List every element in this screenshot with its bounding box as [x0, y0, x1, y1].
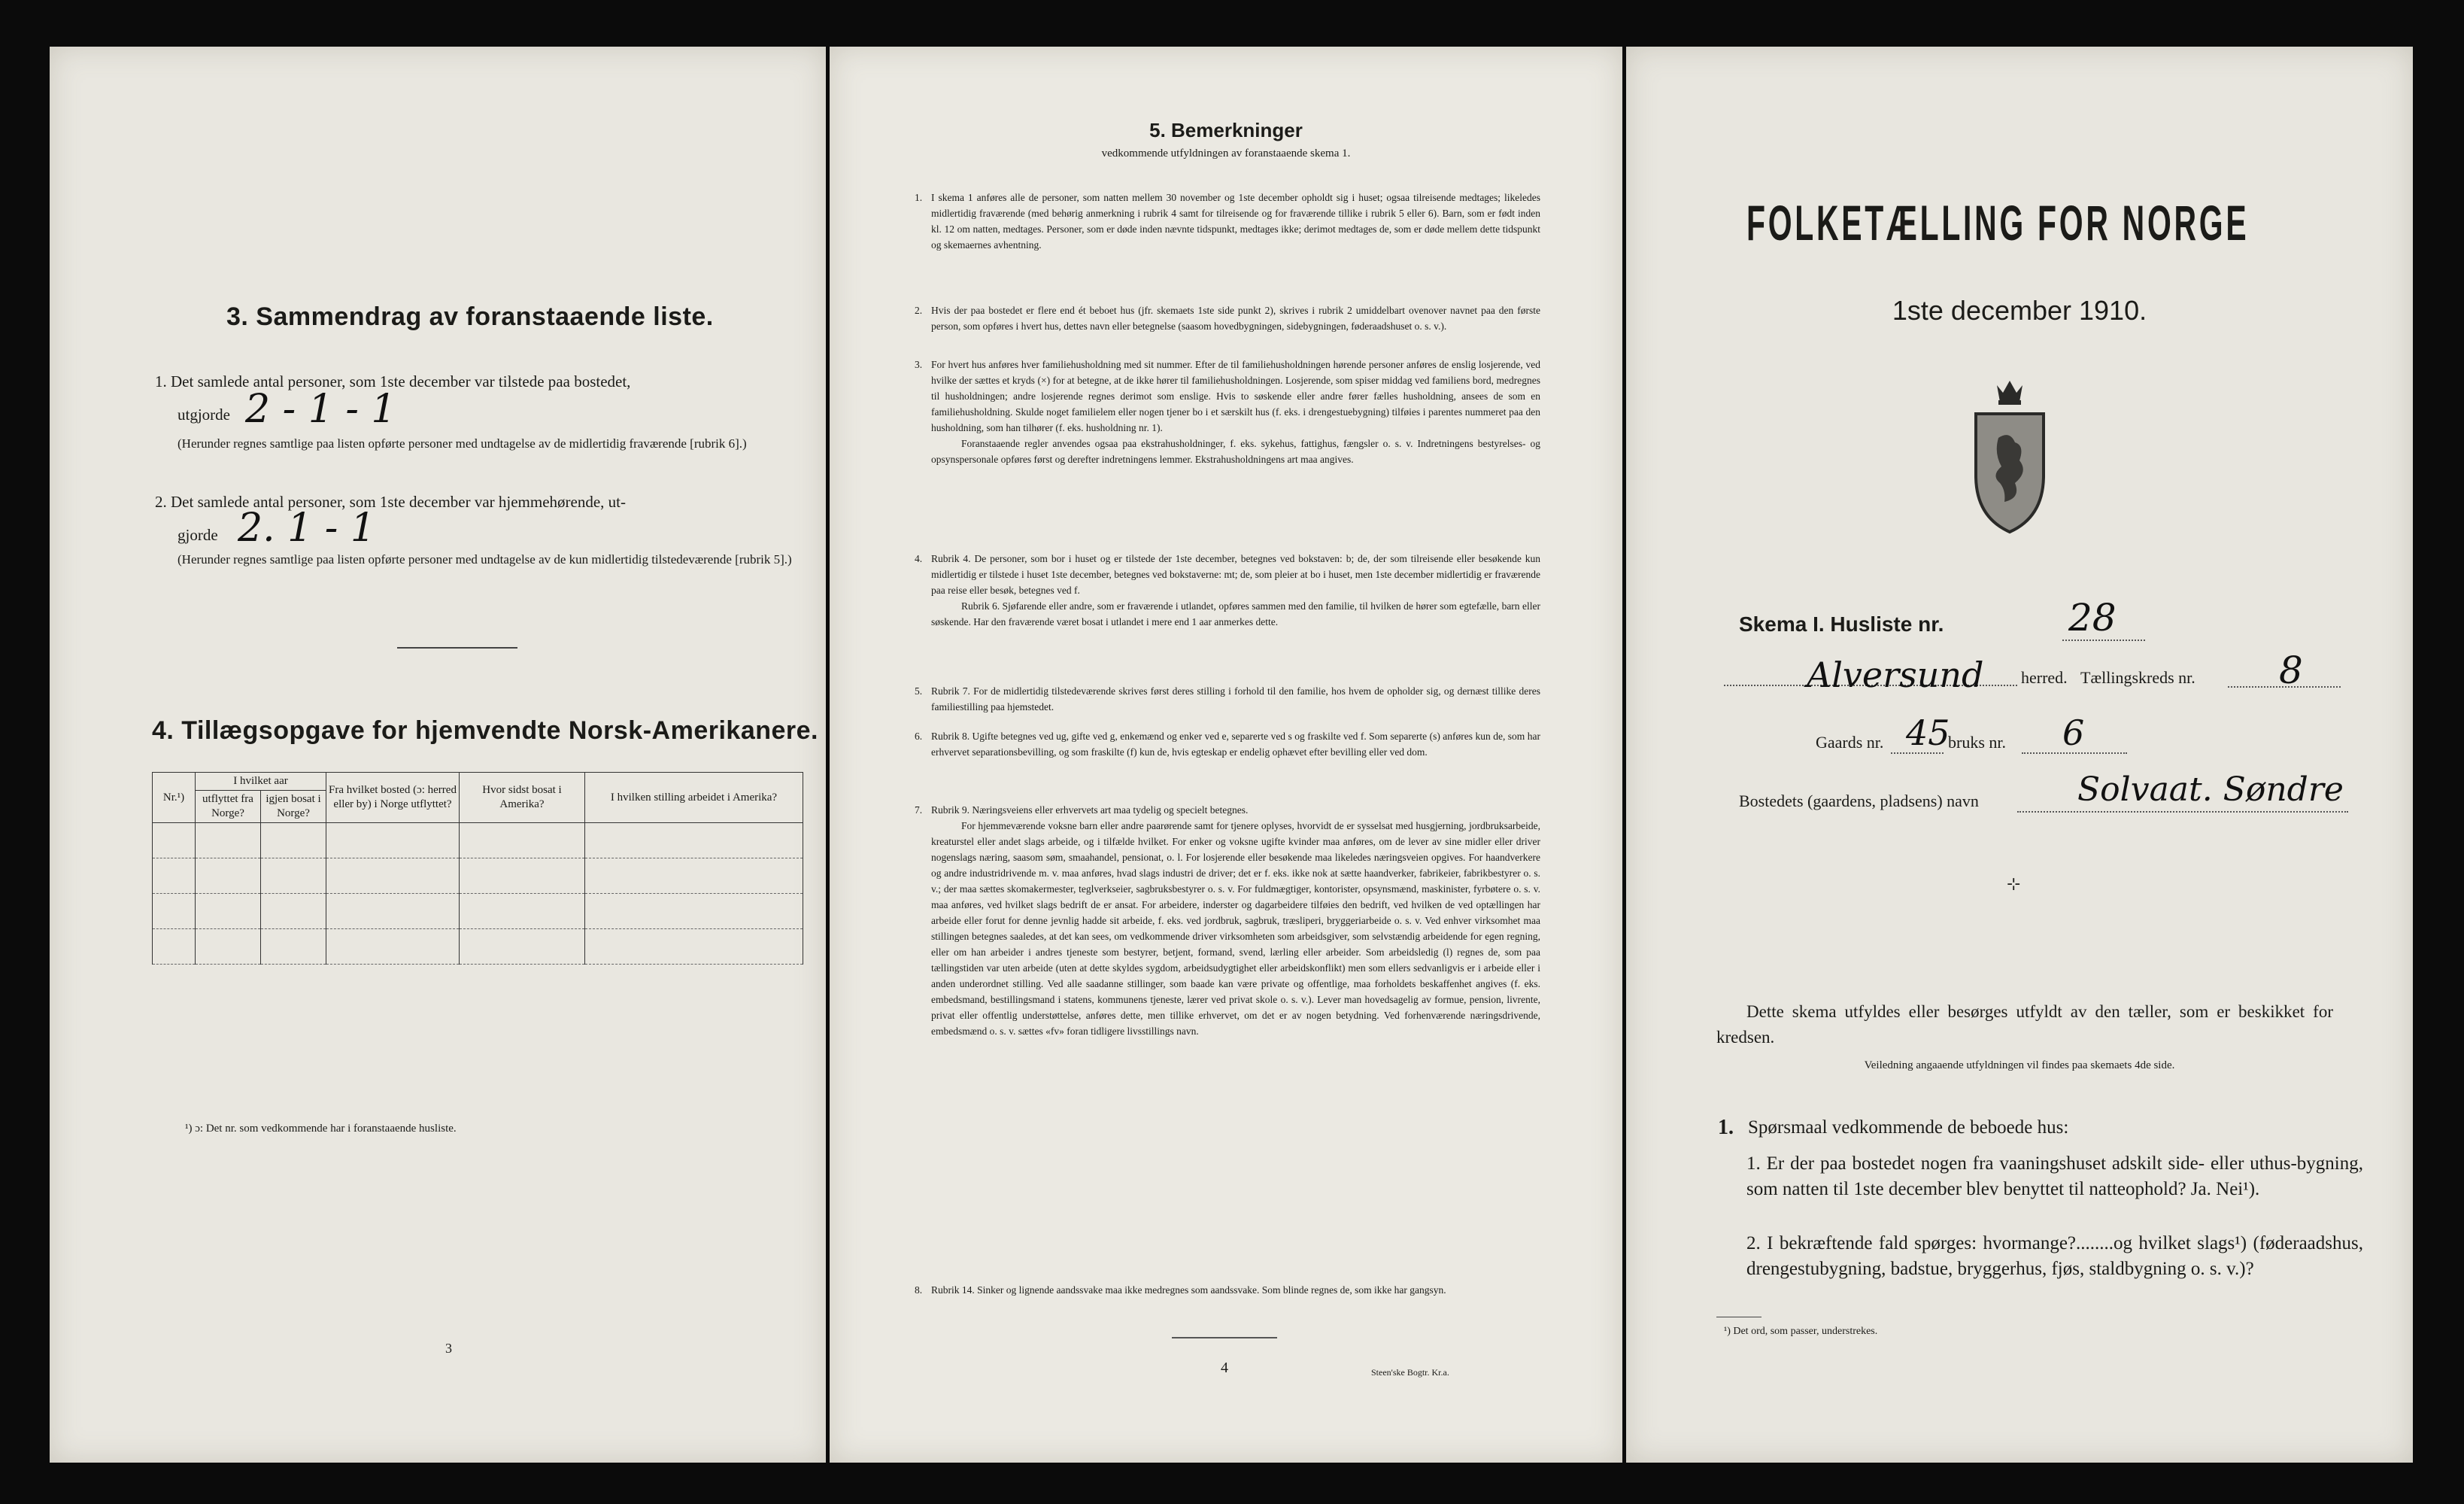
page-right: [1626, 47, 2413, 1463]
husliste-line: [2062, 640, 2145, 641]
remark-4: 4. Rubrik 4. De personer, som bor i huset og er tilstede der 1ste december, betegnes ved bokstaven: b; de, der som tilreisende eller besøkende kun midlertidig er tilstede i huset 1ste december, betegnes ved bokstaverne: mt; de, som pleier at bo i huset, men 1ste december midlertidig er fraværende paa reise eller besøk, betegnes ved f. Rubrik 6. Sjøfarende eller andre, som er fraværende i utlandet, opføres sammen med den familie, til hvilken de hører som egtefælle, barn eller søskende. Har den fraværende været bosat i utlandet i mere end 1 aar anmerkes dette.: [915, 553, 1540, 627]
item2-note: (Herunder regnes samtlige paa listen opførte personer med undtagelse av de kun midlertidig tilstedeværende [rubrik 5].): [178, 552, 792, 567]
remark-2: 2. Hvis der paa bostedet er flere end ét beboet hus (jfr. skemaets 1ste side punkt 2), skrives i rubrik 2 umiddelbart ovenover navnet paa den første person, som opføres i hvert hus, dettes navn eller betegnelse (saasom hovedbygningen, sidebygningen, føderaadshuset o. s. v.).: [915, 305, 1540, 332]
question-2: 2. I bekræftende fald spørges: hvormange?........og hvilket slags¹) (føderaadshus, drengestubygning, badstue, bryggerhus, fjøs, staldbygning o. s. v.)?: [1746, 1233, 2363, 1279]
item2-handwritten-value: 2. 1 - 1: [238, 506, 375, 551]
remark-6: 6. Rubrik 8. Ugifte betegnes ved ug, gifte ved g, enkemænd og enker ved e, separerte ved s og fraskilte ved f. Som separerte (s) anføres kun de, som har erhvervet separationsbevilling, og som fraskilte (f) kun de, hvis egteskap er endelig ophævet efter bevilling eller ved dom.: [915, 731, 1540, 758]
remark-3: 3. For hvert hus anføres hver familiehusholdning med sit nummer. Efter de til familiehusholdningen hørende personer anføres de enslig losjerende, ved hvilke der sættes et kryds (×) for at betegne, at de ikke hører til familiehusholdningen. Losjerende, som spiser middag ved familiens bord, medregnes til husholdningen; andre losjerende regnes derimot som enslige. Hvis to søskende eller andre fører fælles husholdning, ansees de som en familiehusholdning. Skulde noget familielem eller nogen tjener bo i et særskilt hus (f. eks. i drengestuebygning) tilføies i parentes nummeret paa den husholdning, som han tilhører (f. eks. husholdning nr. 1). Foranstaaende regler anvendes ogsaa paa ekstrahusholdninger, f. eks. sykehus, fattighus, fængsler o. s. v. Indretningens bestyrelses- og opsynspersonale opføres først og derefter indretningens lemmer. Ekstrahusholdningens art maa angives.: [915, 359, 1540, 465]
item1-note: (Herunder regnes samtlige paa listen opførte personer med undtagelse av de midlertidig fraværende [rubrik 6].): [178, 436, 747, 451]
remark-7: 7. Rubrik 9. Næringsveiens eller erhvervets art maa tydelig og specielt betegnes. For hjemmeværende voksne barn eller andre paarørende samt for tjenere oplyses, hvorvidt de er sysselsat med husgjerning, jordbruksarbeide, kreaturstel eller andet slags arbeide, og i tilfælde hvilket. For enker og voksne ugifte kvinder maa anføres, om de lever av sine midler eller driver nogenslags næring, saasom søm, smaahandel, pensionat, o. l. For losjerende eller besøkende maa likeledes næringsveien opgives. For haandverkere og andre industridrivende m. v. maa anføres, hvad slags industri de driver; det er f. eks. ikke nok at sætte haandverker, fabrikeier, fabrikbestyrer o. s. v.; der maa sættes skomakermester, teglverkseier, sagbruksbestyrer o. s. v. For fuldmægtiger, kontorister, opsynsmænd, maskinister, fyrbøtere o. s. v. maa anføres, ved hvilket slags bedrift de er ansat. For arbeidere, inderster og dagarbeidere tilføies den bedrift, ved hvilken de ved optællingen har arbeide eller forut for denne jevnlig hadde sit arbeide, f. eks. ved jordbruk, sagbruk, træsliperi, bryggeriarbeide o. s. v. Ved enhver virksomhet maa stillingen betegnes saaledes, at det kan sees, om vedkommende driver virksomheten som arbeidsgiver, som selvstændig arbeidende for egen regning, eller om han arbeider i andres tjeneste som bestyrer, betjent, formand, svend, lærling eller arbeider. Som arbeidsledig (l) regnes de, som paa tællingstiden var uten arbeide (uten at dette skyldes sygdom, arbeidsudygtighet eller arbeidskonflikt) men som ellers sedvanligvis er i arbeide eller i anden underordnet stilling. Ved alle saadanne stillinger, som baade kan være private og offentlige, maa forholdets beskaffenhet angives (f. eks. embedsmand, bestillingsmand i statens, kommunens tjeneste, lærer ved privat skole o. s. v.). Lever man hovedsagelig av formue, pension, livrente, privat eller offentlig understøttelse, anføres dette, men tillike erhvervet, om det er av nogen betydning. Ved forhenværende næringsdrivende, embedsmænd o. s. v. sættes «fv» foran tidligere livsstillings navn.: [915, 804, 1540, 1037]
table-row: [153, 858, 803, 894]
norsk-amerikanere-table: [152, 772, 803, 965]
question-1: 1. Er der paa bostedet nogen fra vaaningshuset adskilt side- eller uthus-bygning, som natten til 1ste december blev benyttet til natteophold? Ja. Nei¹).: [1746, 1153, 2363, 1199]
printer-credit: Steen'ske Bogtr. Kr.a.: [1371, 1367, 1449, 1378]
section4-title: 4. Tillægsopgave for hjemvendte Norsk-Amerikanere.: [152, 716, 818, 745]
page-middle: [830, 47, 1622, 1463]
item2-text: Det samlede antal personer, som 1ste december var hjemmehørende, ut-: [171, 493, 627, 511]
page-number-4: 4: [1221, 1360, 1228, 1376]
page-left: [50, 47, 826, 1463]
schema-label: Skema I. Husliste nr.: [1739, 612, 1944, 636]
ornament-icon: ⊹: [2007, 874, 2021, 893]
section3-title: 3. Sammendrag av foranstaaende liste.: [226, 302, 714, 331]
col-from-where: Fra hvilket bosted (ɔ: herred eller by) i Norge utflyttet?: [326, 773, 460, 823]
table-row: [153, 823, 803, 858]
census-title: FOLKETÆLLING FOR NORGE: [1746, 195, 2250, 251]
table-footnote: ¹) ɔ: Det nr. som vedkommende har i foranstaaende husliste.: [185, 1123, 457, 1135]
remarks-subtitle: vedkommende utfyldningen av foranstaaende skema 1.: [1101, 147, 1351, 160]
divider: [1172, 1337, 1277, 1338]
page3-footnote: ¹) Det ord, som passer, understrekes.: [1724, 1326, 1878, 1337]
krets-line: [2228, 686, 2341, 688]
col-emigrated: utflyttet fra Norge?: [196, 791, 261, 823]
gaards-label: Gaards nr.: [1816, 733, 1884, 752]
col-last-where: Hvor sidst bosat i Amerika?: [460, 773, 585, 823]
item1-text: Det samlede antal personer, som 1ste december var tilstede paa bostedet,: [171, 372, 631, 390]
guide-note: Veiledning angaaende utfyldningen vil findes paa skemaets 4de side.: [1864, 1059, 2175, 1071]
col-occupation: I hvilken stilling arbeidet i Amerika?: [585, 773, 803, 823]
questions-number: 1.: [1718, 1116, 1734, 1139]
remarks-title: 5. Bemerkninger: [1149, 119, 1303, 141]
divider: [397, 647, 517, 649]
item2-number: 2.: [155, 493, 167, 511]
bruks-label: bruks nr.: [1948, 733, 2006, 752]
gaards-value: 45: [1906, 713, 1950, 753]
item1-number: 1.: [155, 372, 167, 390]
remark-5: 5. Rubrik 7. For de midlertidig tilstedeværende skrives først deres stilling i forhold til den familie, hos hvem de opholder sig, og dernæst tillike deres familiestilling paa hjemstedet.: [915, 685, 1540, 713]
husliste-number: 28: [2068, 596, 2117, 640]
bruks-line: [2022, 752, 2127, 754]
table-row: [153, 929, 803, 965]
census-date: 1ste december 1910.: [1892, 295, 2147, 326]
krets-value: 8: [2279, 649, 2303, 692]
bosted-label: Bostedets (gaardens, pladsens) navn: [1739, 791, 1979, 810]
bosted-line: [2017, 811, 2348, 813]
col-returned: igjen bosat i Norge?: [261, 791, 326, 823]
remark-8: 8. Rubrik 14. Sinker og lignende aandssvake maa ikke medregnes som aandssvake. Som blinde regnes de, som ikke har gangsyn.: [915, 1284, 1446, 1296]
intro-text: Dette skema utfyldes eller besørges utfyldt av den tæller, som er beskikket for kredsen.: [1716, 1002, 2333, 1047]
col-nr: Nr.¹): [153, 773, 196, 823]
item2-line2: gjorde: [178, 526, 218, 544]
col-group-year: I hvilket aar: [196, 773, 326, 791]
bosted-value: Solvaat. Søndre: [2077, 770, 2344, 809]
item1-handwritten-value: 2 - 1 - 1: [245, 387, 396, 432]
krets-label: Tællingskreds nr.: [2080, 668, 2195, 687]
remark-1: 1. I skema 1 anføres alle de personer, som natten mellem 30 november og 1ste december opholdt sig i huset; ogsaa tilreisende medtages; likeledes midlertidig fraværende (med behørig anmerkning i rubrik 4 samt for tilreisende og for fraværende tillike i rubrik 5 eller 6). Barn, som er født inden kl. 12 om natten, medtages. Personer, som er døde inden nævnte tidspunkt, medtages ikke; derimot medtages de, som er døde mellem dette tidspunkt og skemaernes avhentning.: [915, 192, 1540, 251]
item1-line2: utgjorde: [178, 406, 230, 424]
page-number-3: 3: [445, 1341, 452, 1356]
herred-value: Alversund: [1807, 655, 1984, 695]
questions-heading: Spørsmaal vedkommende de beboede hus:: [1748, 1117, 2069, 1138]
bruks-value: 6: [2062, 713, 2085, 753]
herred-label: herred.: [2021, 668, 2068, 687]
gaards-line: [1891, 752, 1944, 754]
coat-of-arms-icon: [1968, 378, 2051, 536]
table-row: [153, 894, 803, 929]
